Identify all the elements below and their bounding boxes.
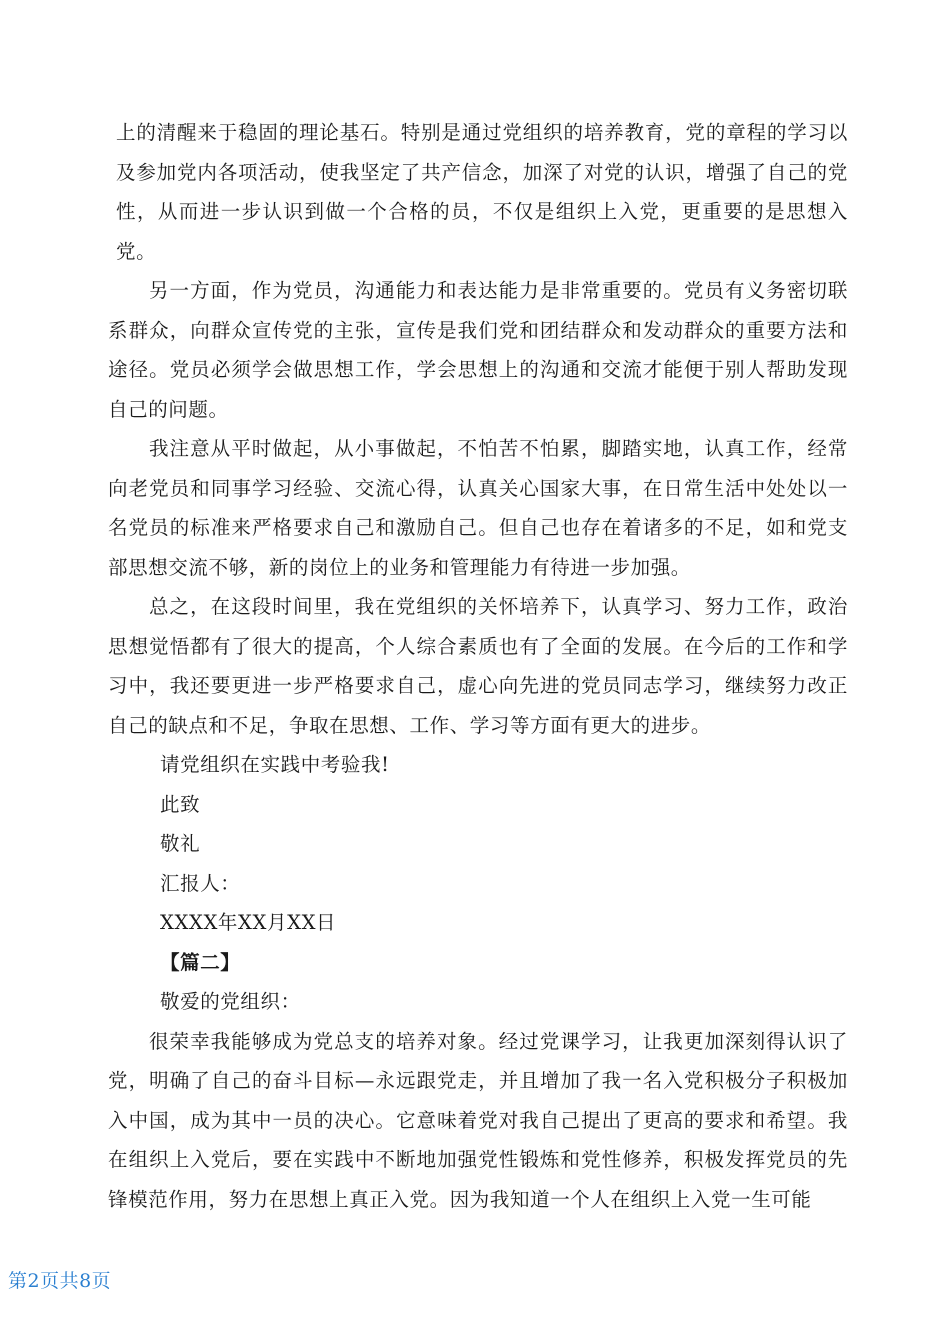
- salutation-jing-li: 敬礼: [160, 832, 201, 855]
- reporter-label: 汇报人：: [160, 871, 241, 895]
- body-paragraph: 另一方面，作为党员，沟通能力和表达能力是非常重要的。党员有义务密切联系群众，向群众宣传党的主张，宣传是我们党和团结群众和发动群众的重要方法和途径。党员必须学会做思想工作，学会思想上的沟通和交流才能便于别人帮助发现自己的问题。: [108, 279, 848, 421]
- closing-request: 请党组织在实践中考验我!: [160, 753, 390, 776]
- date-line: XXXX年XX月XX日: [160, 911, 337, 934]
- body-paragraph: 我注意从平时做起，从小事做起，不怕苦不怕累，脚踏实地，认真工作，经常向老党员和同事学习经验、交流心得，认真关心国家大事，在日常生活中处处以一名党员的标准来严格要求自己和激励自己。但自己也存在着诸多的不足，如和党支部思想交流不够，新的岗位上的业务和管理能力有待进一步加强。: [108, 437, 848, 579]
- document-body: [108, 113, 848, 1219]
- page-indicator: 第2页共8页: [8, 1270, 112, 1292]
- section-two-heading: 【篇二】: [160, 950, 241, 974]
- section-two-paragraph: 很荣幸我能够成为党总支的培养对象。经过党课学习，让我更加深刻得认识了党，明确了自己的奋斗目标—永远跟党走，并且增加了我一名入党积极分子积极加入中国，成为其中一员的决心。它意味着党对我自己提出了更高的要求和希望。我在组织上入党后，要在实践中不断地加强党性锻炼和党性修养，积极发挥党员的先锋模范作用，努力在思想上真正入党。因为我知道一个人在组织上入党一生可能: [108, 1029, 848, 1211]
- body-paragraph: 总之，在这段时间里，我在党组织的关怀培养下，认真学习、努力工作，政治思想觉悟都有了很大的提高，个人综合素质也有了全面的发展。在今后的工作和学习中，我还要更进一步严格要求自己，虚心向先进的党员同志学习，继续努力改正自己的缺点和不足，争取在思想、工作、学习等方面有更大的进步。: [108, 595, 848, 737]
- section-two-greeting: 敬爱的党组织：: [160, 990, 301, 1013]
- continuation-paragraph: 上的清醒来于稳固的理论基石。特别是通过党组织的培养教育，党的章程的学习以及参加党内各项活动，使我坚定了共产信念，加深了对党的认识，增强了自己的党性，从而进一步认识到做一个合格的员，不仅是组织上入党，更重要的是思想入党。: [116, 121, 848, 263]
- salutation-ci-zhi: 此致: [160, 792, 201, 816]
